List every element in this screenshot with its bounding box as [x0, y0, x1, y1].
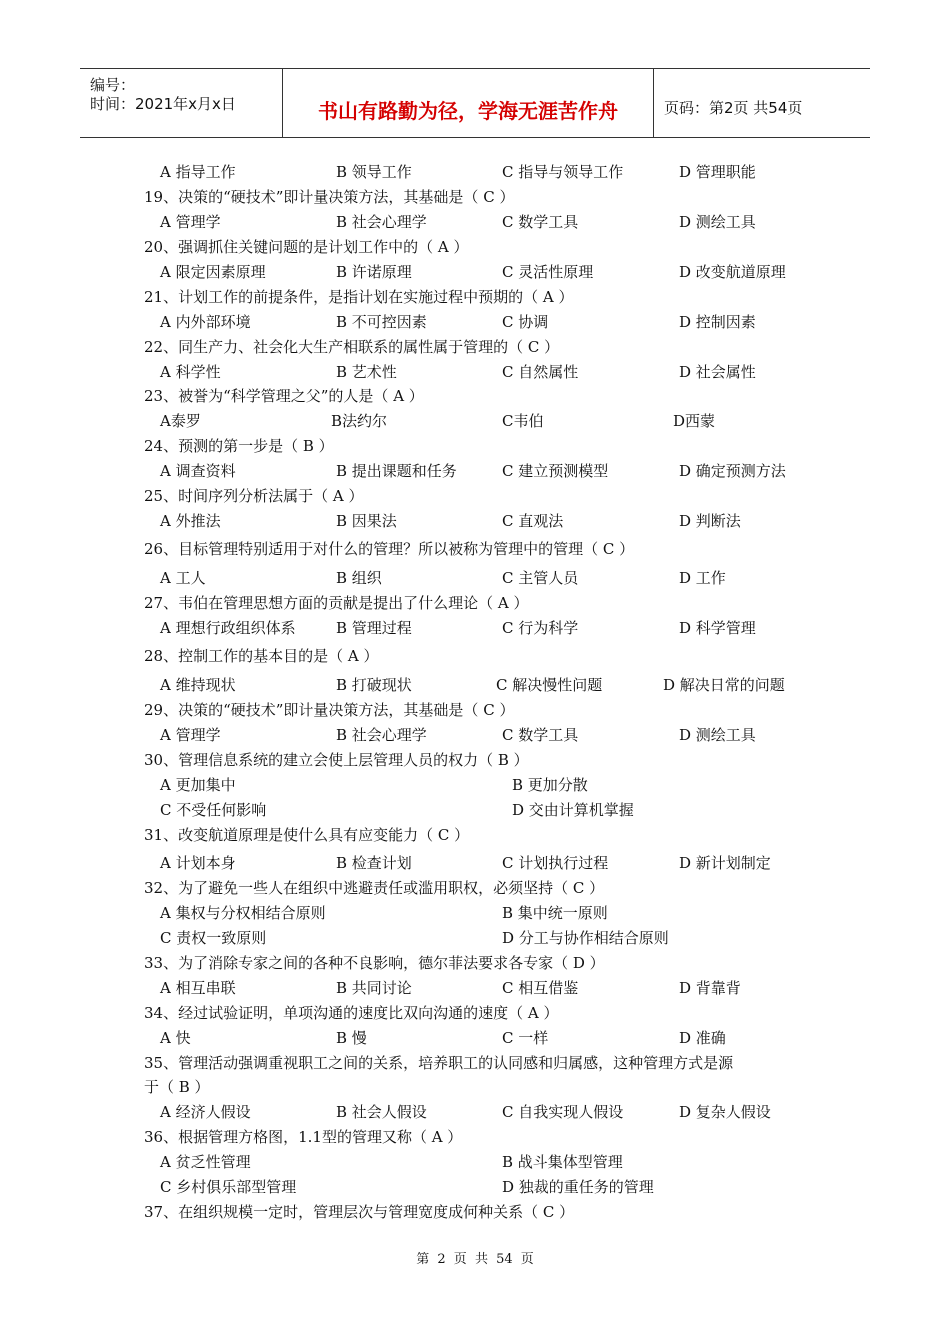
answer-option: C 建立预测模型: [502, 462, 609, 480]
answer-option: A 调查资料: [160, 462, 236, 480]
answer-option: C 一样: [502, 1029, 549, 1047]
footer-ye: 页: [453, 1252, 467, 1267]
document-number-label: 编号：: [90, 76, 136, 94]
answer-option: B 艺术性: [336, 363, 397, 381]
answer-option: A 相互串联: [160, 979, 236, 997]
answer-option: B 集中统一原则: [502, 904, 608, 922]
answer-option: B 许诺原理: [336, 263, 412, 281]
question-text: 25、时间序列分析法属于（ A ）: [144, 487, 364, 505]
answer-option: C 自然属性: [502, 363, 579, 381]
document-time-label: 时间：2021年x月x日: [90, 95, 236, 113]
answer-option: B 因果法: [336, 512, 397, 530]
answer-option: B 领导工作: [336, 163, 412, 181]
answer-option: B法约尔: [331, 412, 388, 430]
answer-option: C韦伯: [502, 412, 544, 430]
answer-option: D 改变航道原理: [679, 263, 786, 281]
answer-option: A 集权与分权相结合原则: [160, 904, 326, 922]
answer-option: D 判断法: [679, 512, 741, 530]
answer-option: C 行为科学: [502, 619, 579, 637]
answer-option: C 数学工具: [502, 213, 579, 231]
answer-option: D 新计划制定: [679, 854, 771, 872]
answer-option: A 工人: [160, 569, 206, 587]
answer-option: B 管理过程: [336, 619, 412, 637]
answer-option: A泰罗: [160, 412, 201, 430]
footer-total-pages: 54: [496, 1252, 513, 1267]
answer-option: B 社会心理学: [336, 726, 427, 744]
answer-option: B 组织: [336, 569, 382, 587]
answer-option: C 乡村俱乐部型管理: [160, 1178, 297, 1196]
footer-gong: 共: [474, 1252, 488, 1267]
answer-option: C 指导与领导工作: [502, 163, 624, 181]
question-text: 36、根据管理方格图，1.1型的管理又称（ A ）: [144, 1128, 463, 1146]
answer-option: B 共同讨论: [336, 979, 412, 997]
question-text: 33、为了消除专家之间的各种不良影响，德尔菲法要求各专家（ D ）: [144, 954, 605, 972]
footer-di: 第: [416, 1252, 430, 1267]
answer-option: B 社会人假设: [336, 1103, 427, 1121]
answer-option: D 控制因素: [679, 313, 756, 331]
answer-option: D 独裁的重任务的管理: [502, 1178, 654, 1196]
answer-option: C 相互借鉴: [502, 979, 579, 997]
answer-option: C 责权一致原则: [160, 929, 267, 947]
footer-ye2: 页: [520, 1252, 534, 1267]
answer-option: A 内外部环境: [160, 313, 251, 331]
answer-option: C 协调: [502, 313, 549, 331]
question-text: 30、管理信息系统的建立会使上层管理人员的权力（ B ）: [144, 751, 529, 769]
answer-option: A 科学性: [160, 363, 221, 381]
answer-option: A 贫乏性管理: [160, 1153, 251, 1171]
answer-option: C 自我实现人假设: [502, 1103, 624, 1121]
answer-option: D 背靠背: [679, 979, 741, 997]
answer-option: C 主管人员: [502, 569, 579, 587]
answer-option: D 测绘工具: [679, 213, 756, 231]
answer-option: A 快: [160, 1029, 191, 1047]
question-text: 24、预测的第一步是（ B ）: [144, 437, 334, 455]
question-text: 32、为了避免一些人在组织中逃避责任或滥用职权，必须坚持（ C ）: [144, 879, 605, 897]
answer-option: B 社会心理学: [336, 213, 427, 231]
question-text: 29、决策的“硬技术”即计量决策方法，其基础是（ C ）: [144, 701, 515, 719]
question-text: 于（ B ）: [144, 1078, 210, 1096]
question-text: 26、目标管理特别适用于对什么的管理？所以被称为管理中的管理（ C ）: [144, 540, 635, 558]
answer-option: D 工作: [679, 569, 726, 587]
answer-option: C 不受任何影响: [160, 801, 267, 819]
answer-option: A 管理学: [160, 213, 221, 231]
answer-option: D 确定预测方法: [679, 462, 786, 480]
question-text: 19、决策的“硬技术”即计量决策方法，其基础是（ C ）: [144, 188, 515, 206]
answer-option: D 复杂人假设: [679, 1103, 771, 1121]
question-text: 31、改变航道原理是使什么具有应变能力（ C ）: [144, 826, 470, 844]
header-page-info: 页码：第2页 共54页: [664, 99, 803, 117]
answer-option: A 更加集中: [160, 776, 236, 794]
question-text: 28、控制工作的基本目的是（ A ）: [144, 647, 379, 665]
answer-option: C 数学工具: [502, 726, 579, 744]
answer-option: A 限定因素原理: [160, 263, 266, 281]
answer-option: A 理想行政组织体系: [160, 619, 296, 637]
page-footer: [0, 1248, 950, 1267]
answer-option: B 不可控因素: [336, 313, 427, 331]
question-text: 20、强调抓住关键问题的是计划工作中的（ A ）: [144, 238, 469, 256]
question-text: 35、管理活动强调重视职工之间的关系，培养职工的认同感和归属感，这种管理方式是源: [144, 1054, 734, 1072]
header-motto: 书山有路勤为径，学海无涯苦作舟: [318, 99, 618, 123]
answer-option: C 计划执行过程: [502, 854, 609, 872]
answer-option: C 解决慢性问题: [496, 676, 603, 694]
footer-page-number: 2: [437, 1252, 446, 1267]
answer-option: B 打破现状: [336, 676, 412, 694]
answer-option: D 交由计算机掌握: [512, 801, 634, 819]
answer-option: A 指导工作: [160, 163, 236, 181]
answer-option: D 解决日常的问题: [663, 676, 785, 694]
answer-option: A 管理学: [160, 726, 221, 744]
answer-option: A 计划本身: [160, 854, 236, 872]
answer-option: B 战斗集体型管理: [502, 1153, 623, 1171]
question-text: 27、韦伯在管理思想方面的贡献是提出了什么理论（ A ）: [144, 594, 529, 612]
answer-option: D 社会属性: [679, 363, 756, 381]
answer-option: B 检查计划: [336, 854, 412, 872]
answer-option: C 直观法: [502, 512, 564, 530]
answer-option: D 科学管理: [679, 619, 756, 637]
answer-option: C 灵活性原理: [502, 263, 594, 281]
answer-option: D 测绘工具: [679, 726, 756, 744]
answer-option: B 慢: [336, 1029, 367, 1047]
answer-option: A 维持现状: [160, 676, 236, 694]
answer-option: B 提出课题和任务: [336, 462, 457, 480]
answer-option: A 外推法: [160, 512, 221, 530]
answer-option: B 更加分散: [512, 776, 588, 794]
question-text: 23、被誉为“科学管理之父”的人是（ A ）: [144, 387, 424, 405]
answer-option: D 管理职能: [679, 163, 756, 181]
question-text: 34、经过试验证明，单项沟通的速度比双向沟通的速度（ A ）: [144, 1004, 559, 1022]
question-text: 22、同生产力、社会化大生产相联系的属性属于管理的（ C ）: [144, 338, 560, 356]
answer-option: D西蒙: [673, 412, 716, 430]
answer-option: A 经济人假设: [160, 1103, 251, 1121]
question-text: 21、计划工作的前提条件，是指计划在实施过程中预期的（ A ）: [144, 288, 574, 306]
answer-option: D 分工与协作相结合原则: [502, 929, 669, 947]
question-text: 37、在组织规模一定时，管理层次与管理宽度成何种关系（ C ）: [144, 1203, 575, 1221]
answer-option: D 准确: [679, 1029, 726, 1047]
